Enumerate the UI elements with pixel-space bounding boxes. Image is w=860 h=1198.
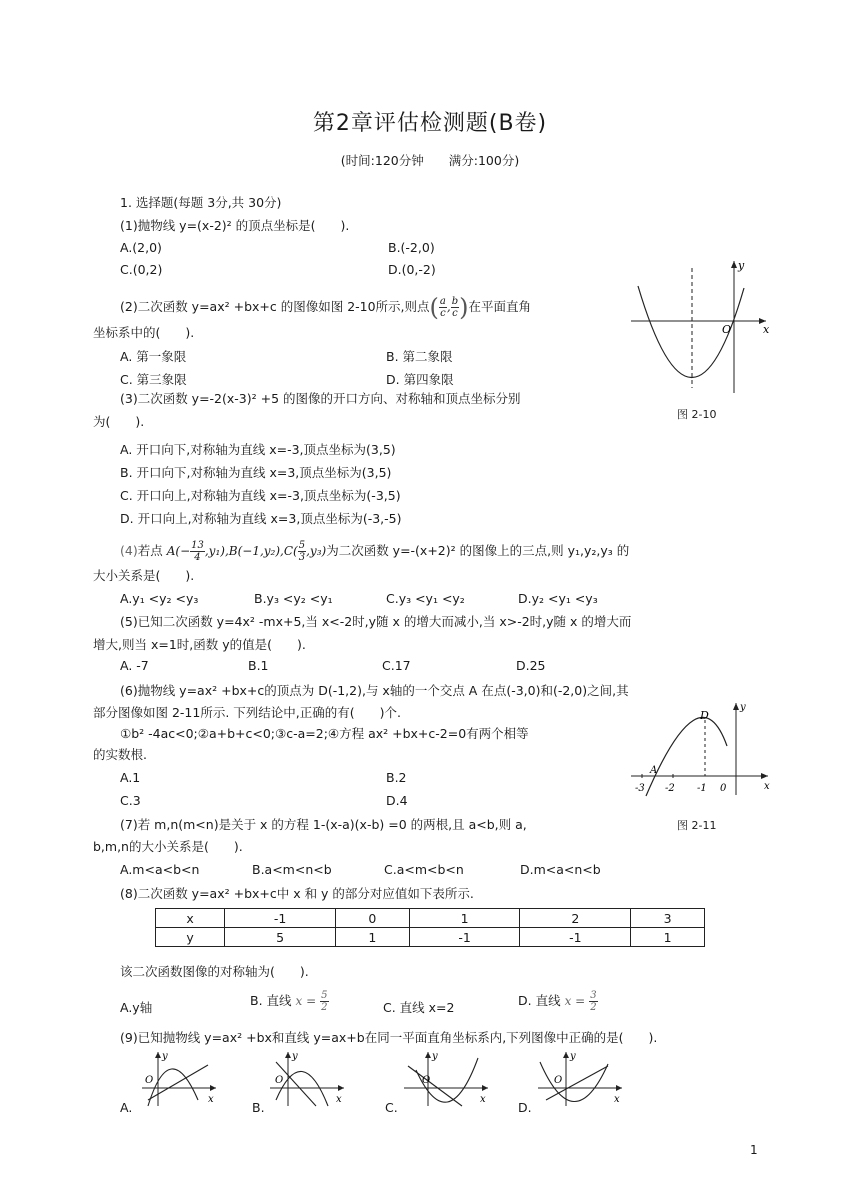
q6-stem: (6)抛物线 y=ax² +bx+c的顶点为 D(-1,2),与 x轴的一个交点 A 在点(-3,0)和(-2,0)之间,其 xyxy=(120,683,629,698)
q4-point-c-suffix: ,y₃) xyxy=(306,544,327,558)
q1-option-a: A.(2,0) xyxy=(120,240,162,255)
q4-stem xyxy=(120,540,629,563)
table-cell: 5 xyxy=(225,928,336,947)
frac-num: 13 xyxy=(191,540,204,551)
page-number: 1 xyxy=(750,1143,758,1157)
tick-zero: 0 xyxy=(720,783,727,794)
table-cell: 2 xyxy=(520,909,631,928)
q8-ask: 该二次函数图像的对称轴为( ). xyxy=(120,964,309,979)
x-axis-label: x xyxy=(614,1094,620,1105)
y-axis-label: y xyxy=(432,1051,438,1062)
q8-option-b xyxy=(250,990,329,1013)
q6-option-d: D.4 xyxy=(386,793,408,808)
q4-word: 若点 xyxy=(137,543,163,558)
q3-option-a: A. 开口向下,对称轴为直线 x=-3,顶点坐标为(3,5) xyxy=(120,442,396,457)
page-title: 第2章评估检测题(B卷) xyxy=(312,111,548,136)
q5-option-d: D.25 xyxy=(516,658,546,673)
frac-num: a xyxy=(439,296,446,307)
q7-option-c: C.a<m<b<n xyxy=(384,862,464,877)
q5-option-a: A. -7 xyxy=(120,658,149,673)
q6-option-a: A.1 xyxy=(120,770,141,785)
table-cell: -1 xyxy=(409,928,520,947)
origin-label: O xyxy=(422,1075,431,1086)
q2-option-d: D. 第四象限 xyxy=(386,372,454,387)
q4-option-c: C.y₃ <y₁ <y₂ xyxy=(386,591,465,606)
origin-label: O xyxy=(145,1075,154,1086)
q9-option-a[interactable]: A. xyxy=(120,1100,133,1115)
q7-option-b: B.a<m<n<b xyxy=(252,862,332,877)
origin-label: O xyxy=(722,323,732,336)
q4-option-b: B.y₃ <y₂ <y₁ xyxy=(254,591,333,606)
table-row xyxy=(156,928,705,947)
q4-option-d: D.y₂ <y₁ <y₃ xyxy=(518,591,598,606)
q5-option-c: C.17 xyxy=(382,658,411,673)
x-axis-label: x xyxy=(763,323,770,336)
point-a-label: A xyxy=(650,765,658,776)
q3-option-c: C. 开口向上,对称轴为直线 x=-3,顶点坐标为(-3,5) xyxy=(120,488,401,503)
q4-stem-line2: 大小关系是( ). xyxy=(93,568,195,583)
q8-option-c: C. 直线 x=2 xyxy=(383,1000,455,1015)
x-axis-label: x xyxy=(208,1094,214,1105)
x-axis-label: x xyxy=(336,1094,342,1105)
table-cell: 1 xyxy=(335,928,409,947)
figure-2-10-caption: 图 2-10 xyxy=(677,408,717,421)
q8-option-d-lhs: x = xyxy=(564,994,586,1008)
origin-label: O xyxy=(275,1075,284,1086)
q8-option-b-lhs: x = xyxy=(295,994,317,1008)
q6-stem-line2: 部分图像如图 2-11所示. 下列结论中,正确的有( )个. xyxy=(93,705,401,720)
q4-frac-c xyxy=(298,540,306,563)
q5-stem-line2: 增大,则当 x=1时,函数 y的值是( ). xyxy=(93,637,306,652)
tick-minus-2: -2 xyxy=(665,783,675,794)
frac-num: 5 xyxy=(321,990,328,1001)
frac-den: 2 xyxy=(590,1002,597,1013)
right-paren: ) xyxy=(459,293,469,322)
q1-option-d: D.(0,-2) xyxy=(388,262,436,277)
table-cell: 0 xyxy=(335,909,409,928)
origin-label: O xyxy=(554,1075,563,1086)
q9-option-c[interactable]: C. xyxy=(385,1100,398,1115)
q1-stem: (1)抛物线 y=(x-2)² 的顶点坐标是( ). xyxy=(120,218,350,233)
frac-den: 4 xyxy=(194,552,201,563)
q8-option-d-label: D. 直线 xyxy=(518,993,561,1008)
q2-option-b: B. 第二象限 xyxy=(386,349,453,364)
q4-frac-a xyxy=(190,540,205,563)
q7-stem-line2: b,m,n的大小关系是( ). xyxy=(93,839,243,854)
table-row xyxy=(156,909,705,928)
q9-graph-c xyxy=(402,1050,492,1108)
q2-option-c: C. 第三象限 xyxy=(120,372,187,387)
q8-stem: (8)二次函数 y=ax² +bx+c中 x 和 y 的部分对应值如下表所示. xyxy=(120,886,474,901)
q9-option-d[interactable]: D. xyxy=(518,1100,532,1115)
table-cell: 1 xyxy=(631,928,705,947)
q8-option-d-frac xyxy=(589,990,597,1013)
q3-option-d: D. 开口向上,对称轴为直线 x=3,顶点坐标为(-3,-5) xyxy=(120,511,402,526)
figure-2-11-caption: 图 2-11 xyxy=(677,819,717,832)
left-paren: ( xyxy=(429,293,439,322)
figure-2-11 xyxy=(628,700,776,800)
point-d-label: D xyxy=(700,709,709,722)
q2-stem xyxy=(120,293,532,322)
frac-den: 2 xyxy=(321,1002,328,1013)
q8-option-b-frac xyxy=(320,990,328,1013)
q4-stem-after: 为二次函数 y=-(x+2)² 的图像上的三点,则 y₁,y₂,y₃ 的 xyxy=(326,543,630,558)
y-axis-label: y xyxy=(738,259,745,272)
q7-stem: (7)若 m,n(m<n)是关于 x 的方程 1-(x-a)(x-b) =0 的两根,且 a<b,则 a, xyxy=(120,817,527,832)
frac-num: b xyxy=(451,296,459,307)
q3-option-b: B. 开口向下,对称轴为直线 x=3,顶点坐标为(3,5) xyxy=(120,465,392,480)
q6-option-b: B.2 xyxy=(386,770,407,785)
frac-b-over-c xyxy=(451,296,459,319)
q2-stem-before: (2)二次函数 y=ax² +bx+c 的图像如图 2-10所示,则点 xyxy=(120,299,430,314)
frac-num: 5 xyxy=(298,540,306,551)
q5-stem: (5)已知二次函数 y=4x² -mx+5,当 x<-2时,y随 x 的增大而减小,当 x>-2时,y随 x 的增大而 xyxy=(120,614,632,629)
table-cell: -1 xyxy=(225,909,336,928)
q8-option-b-label: B. 直线 xyxy=(250,993,292,1008)
frac-den: c xyxy=(452,308,458,319)
frac-den: 3 xyxy=(298,552,306,563)
x-axis-label: x xyxy=(480,1094,486,1105)
q7-option-a: A.m<a<b<n xyxy=(120,862,200,877)
table-cell: -1 xyxy=(520,928,631,947)
q8-option-a: A.y轴 xyxy=(120,1000,153,1015)
q4-point-a-prefix: A(− xyxy=(166,544,191,558)
q1-option-b: B.(-2,0) xyxy=(388,240,435,255)
q5-option-b: B.1 xyxy=(248,658,269,673)
q2-stem-after: 在平面直角 xyxy=(468,299,532,314)
y-axis-label: y xyxy=(292,1051,298,1062)
q6-stem-line3: ①b² -4ac<0;②a+b+c<0;③c-a=2;④方程 ax² +bx+c-2=0有两个相等 xyxy=(120,726,529,741)
q3-stem-line2: 为( ). xyxy=(93,414,145,429)
comma: , xyxy=(446,300,451,314)
y-axis-label: y xyxy=(162,1051,168,1062)
table-cell: x xyxy=(156,909,225,928)
q6-option-c: C.3 xyxy=(120,793,141,808)
table-cell: 1 xyxy=(409,909,520,928)
q7-option-d: D.m<a<n<b xyxy=(520,862,601,877)
q6-stem-line4: 的实数根. xyxy=(93,747,147,762)
y-axis-label: y xyxy=(570,1051,576,1062)
frac-num: 3 xyxy=(590,990,597,1001)
q2-stem-line2: 坐标系中的( ). xyxy=(93,325,195,340)
q4-option-a: A.y₁ <y₂ <y₃ xyxy=(120,591,199,606)
q4-label: (4) xyxy=(120,543,138,558)
q4-point-a-suffix: ,y₁) xyxy=(204,544,225,558)
q1-option-c: C.(0,2) xyxy=(120,262,163,277)
value-table xyxy=(155,908,705,947)
figure-2-10 xyxy=(626,258,776,398)
q3-stem: (3)二次函数 y=-2(x-3)² +5 的图像的开口方向、对称轴和顶点坐标分别 xyxy=(120,391,521,406)
exam-info: (时间:120分钟 满分:100分) xyxy=(340,153,520,168)
q4-point-b: ,B(−1,y₂),C( xyxy=(224,544,298,558)
q9-option-b[interactable]: B. xyxy=(252,1100,265,1115)
tick-minus-3: -3 xyxy=(635,783,645,794)
frac-a-over-c xyxy=(439,296,447,319)
q8-option-d xyxy=(518,990,598,1013)
q2-option-a: A. 第一象限 xyxy=(120,349,187,364)
frac-den: c xyxy=(440,308,446,319)
table-cell: y xyxy=(156,928,225,947)
tick-minus-1: -1 xyxy=(697,783,707,794)
x-axis-label: x xyxy=(764,781,770,792)
y-axis-label: y xyxy=(740,702,746,713)
q9-graph-d xyxy=(536,1050,626,1108)
q9-stem: (9)已知抛物线 y=ax² +bx和直线 y=ax+b在同一平面直角坐标系内,下列图像中正确的是( ). xyxy=(120,1030,658,1045)
q9-graph-b xyxy=(268,1050,348,1108)
table-cell: 3 xyxy=(631,909,705,928)
section-heading: 1. 选择题(每题 3分,共 30分) xyxy=(120,195,282,210)
q9-graph-a xyxy=(140,1050,220,1108)
